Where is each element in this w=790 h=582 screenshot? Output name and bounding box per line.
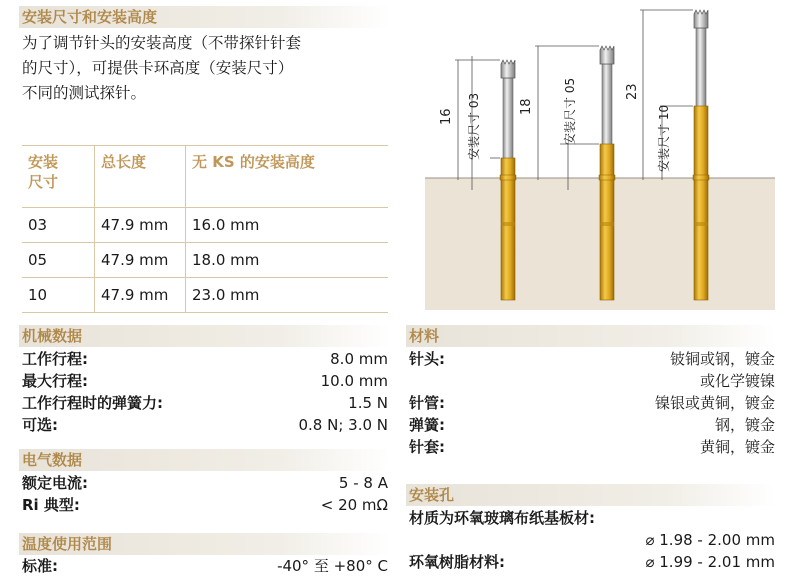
table-cell: 03 bbox=[22, 208, 95, 243]
table-row bbox=[22, 278, 388, 313]
field-label: 额定电流: bbox=[22, 474, 88, 492]
probe-05 bbox=[599, 46, 615, 300]
list-item bbox=[409, 551, 775, 573]
col-header-install-height: 无 KS 的安装高度 bbox=[186, 146, 389, 208]
list-item bbox=[409, 529, 775, 551]
list-item bbox=[409, 436, 775, 458]
material-header: 材料 bbox=[406, 325, 776, 347]
col-header-size: 安装 尺寸 bbox=[22, 146, 95, 208]
table-cell: 47.9 mm bbox=[95, 278, 186, 313]
field-label: 工作行程: bbox=[22, 350, 88, 368]
list-item bbox=[409, 370, 775, 392]
field-value: 8.0 mm bbox=[330, 350, 388, 368]
list-item bbox=[409, 414, 775, 436]
size-label-03: 安装尺寸 03 bbox=[467, 92, 481, 160]
description-line: 不同的测试探针。 bbox=[22, 84, 147, 102]
table-row bbox=[22, 208, 388, 243]
installation-header: 安装尺寸和安装高度 bbox=[19, 6, 390, 28]
installation-size-table bbox=[22, 145, 388, 313]
electrical-list bbox=[22, 472, 388, 516]
mounting-hole-header: 安装孔 bbox=[406, 484, 776, 506]
probe-10 bbox=[693, 10, 709, 300]
field-label: 最大行程: bbox=[22, 372, 88, 390]
field-label: 工作行程时的弹簧力: bbox=[22, 394, 163, 412]
list-item bbox=[22, 392, 388, 414]
temperature-header: 温度使用范围 bbox=[19, 533, 390, 555]
field-value: 铍铜或钢，镀金 bbox=[669, 350, 775, 368]
list-item bbox=[22, 370, 388, 392]
field-value: 10.0 mm bbox=[320, 372, 388, 390]
height-label-16: 16 bbox=[439, 108, 454, 125]
mounting-hole-list bbox=[409, 507, 775, 573]
height-label-23: 23 bbox=[625, 83, 640, 100]
field-label: 材质为环氧玻璃布纸基板材: bbox=[409, 509, 595, 527]
size-label-05: 安装尺寸 05 bbox=[563, 77, 577, 145]
table-cell: 10 bbox=[22, 278, 95, 313]
field-value: 钢，镀金 bbox=[714, 416, 775, 434]
list-item bbox=[409, 392, 775, 414]
table-cell: 05 bbox=[22, 243, 95, 278]
list-item bbox=[22, 414, 388, 436]
list-item bbox=[409, 348, 775, 370]
height-label-18: 18 bbox=[519, 98, 534, 115]
field-value: 镍银或黄铜，镀金 bbox=[654, 394, 775, 412]
field-label: 标准: bbox=[22, 557, 58, 575]
field-label: 环氧树脂材料: bbox=[409, 553, 505, 571]
table-row bbox=[22, 243, 388, 278]
field-value: -40° 至 +80° C bbox=[277, 557, 388, 575]
mechanical-list bbox=[22, 348, 388, 436]
material-list bbox=[409, 348, 775, 458]
installation-description bbox=[22, 31, 402, 106]
probe-03 bbox=[500, 60, 516, 300]
mechanical-header: 机械数据 bbox=[19, 325, 390, 347]
field-value: 1.5 N bbox=[348, 394, 388, 412]
field-value: 黄铜，镀金 bbox=[699, 438, 775, 456]
field-label: Ri 典型: bbox=[22, 496, 80, 514]
description-line: 的尺寸），可提供卡环高度（安装尺寸） bbox=[22, 59, 294, 77]
field-value: 0.8 N; 3.0 N bbox=[298, 416, 388, 434]
col-header-total-length: 总长度 bbox=[95, 146, 186, 208]
field-label: 针管: bbox=[409, 394, 445, 412]
table-cell: 23.0 mm bbox=[186, 278, 389, 313]
field-label: 针头: bbox=[409, 350, 445, 368]
field-label: 可选: bbox=[22, 416, 58, 434]
description-line: 为了调节针头的安装高度（不带探针针套 bbox=[22, 34, 302, 52]
table-cell: 47.9 mm bbox=[95, 208, 186, 243]
field-value: ⌀ 1.98 - 2.00 mm bbox=[645, 531, 775, 549]
table-cell: 47.9 mm bbox=[95, 243, 186, 278]
field-value: 或化学镀镍 bbox=[699, 372, 775, 390]
field-label: 针套: bbox=[409, 438, 445, 456]
size-label-10: 安装尺寸 10 bbox=[657, 104, 671, 172]
electrical-header: 电气数据 bbox=[19, 449, 390, 471]
field-value: < 20 mΩ bbox=[320, 496, 388, 514]
table-header-row bbox=[22, 146, 388, 208]
field-label: 弹簧: bbox=[409, 416, 445, 434]
temperature-list bbox=[22, 555, 388, 577]
table-cell: 16.0 mm bbox=[186, 208, 389, 243]
list-item bbox=[22, 348, 388, 370]
list-item bbox=[22, 494, 388, 516]
probe-installation-drawing bbox=[410, 0, 780, 310]
table-cell: 18.0 mm bbox=[186, 243, 389, 278]
list-item bbox=[22, 472, 388, 494]
field-value: 5 - 8 A bbox=[338, 474, 388, 492]
list-item bbox=[22, 555, 388, 577]
list-item bbox=[409, 507, 775, 529]
field-value: ⌀ 1.99 - 2.01 mm bbox=[645, 553, 775, 571]
